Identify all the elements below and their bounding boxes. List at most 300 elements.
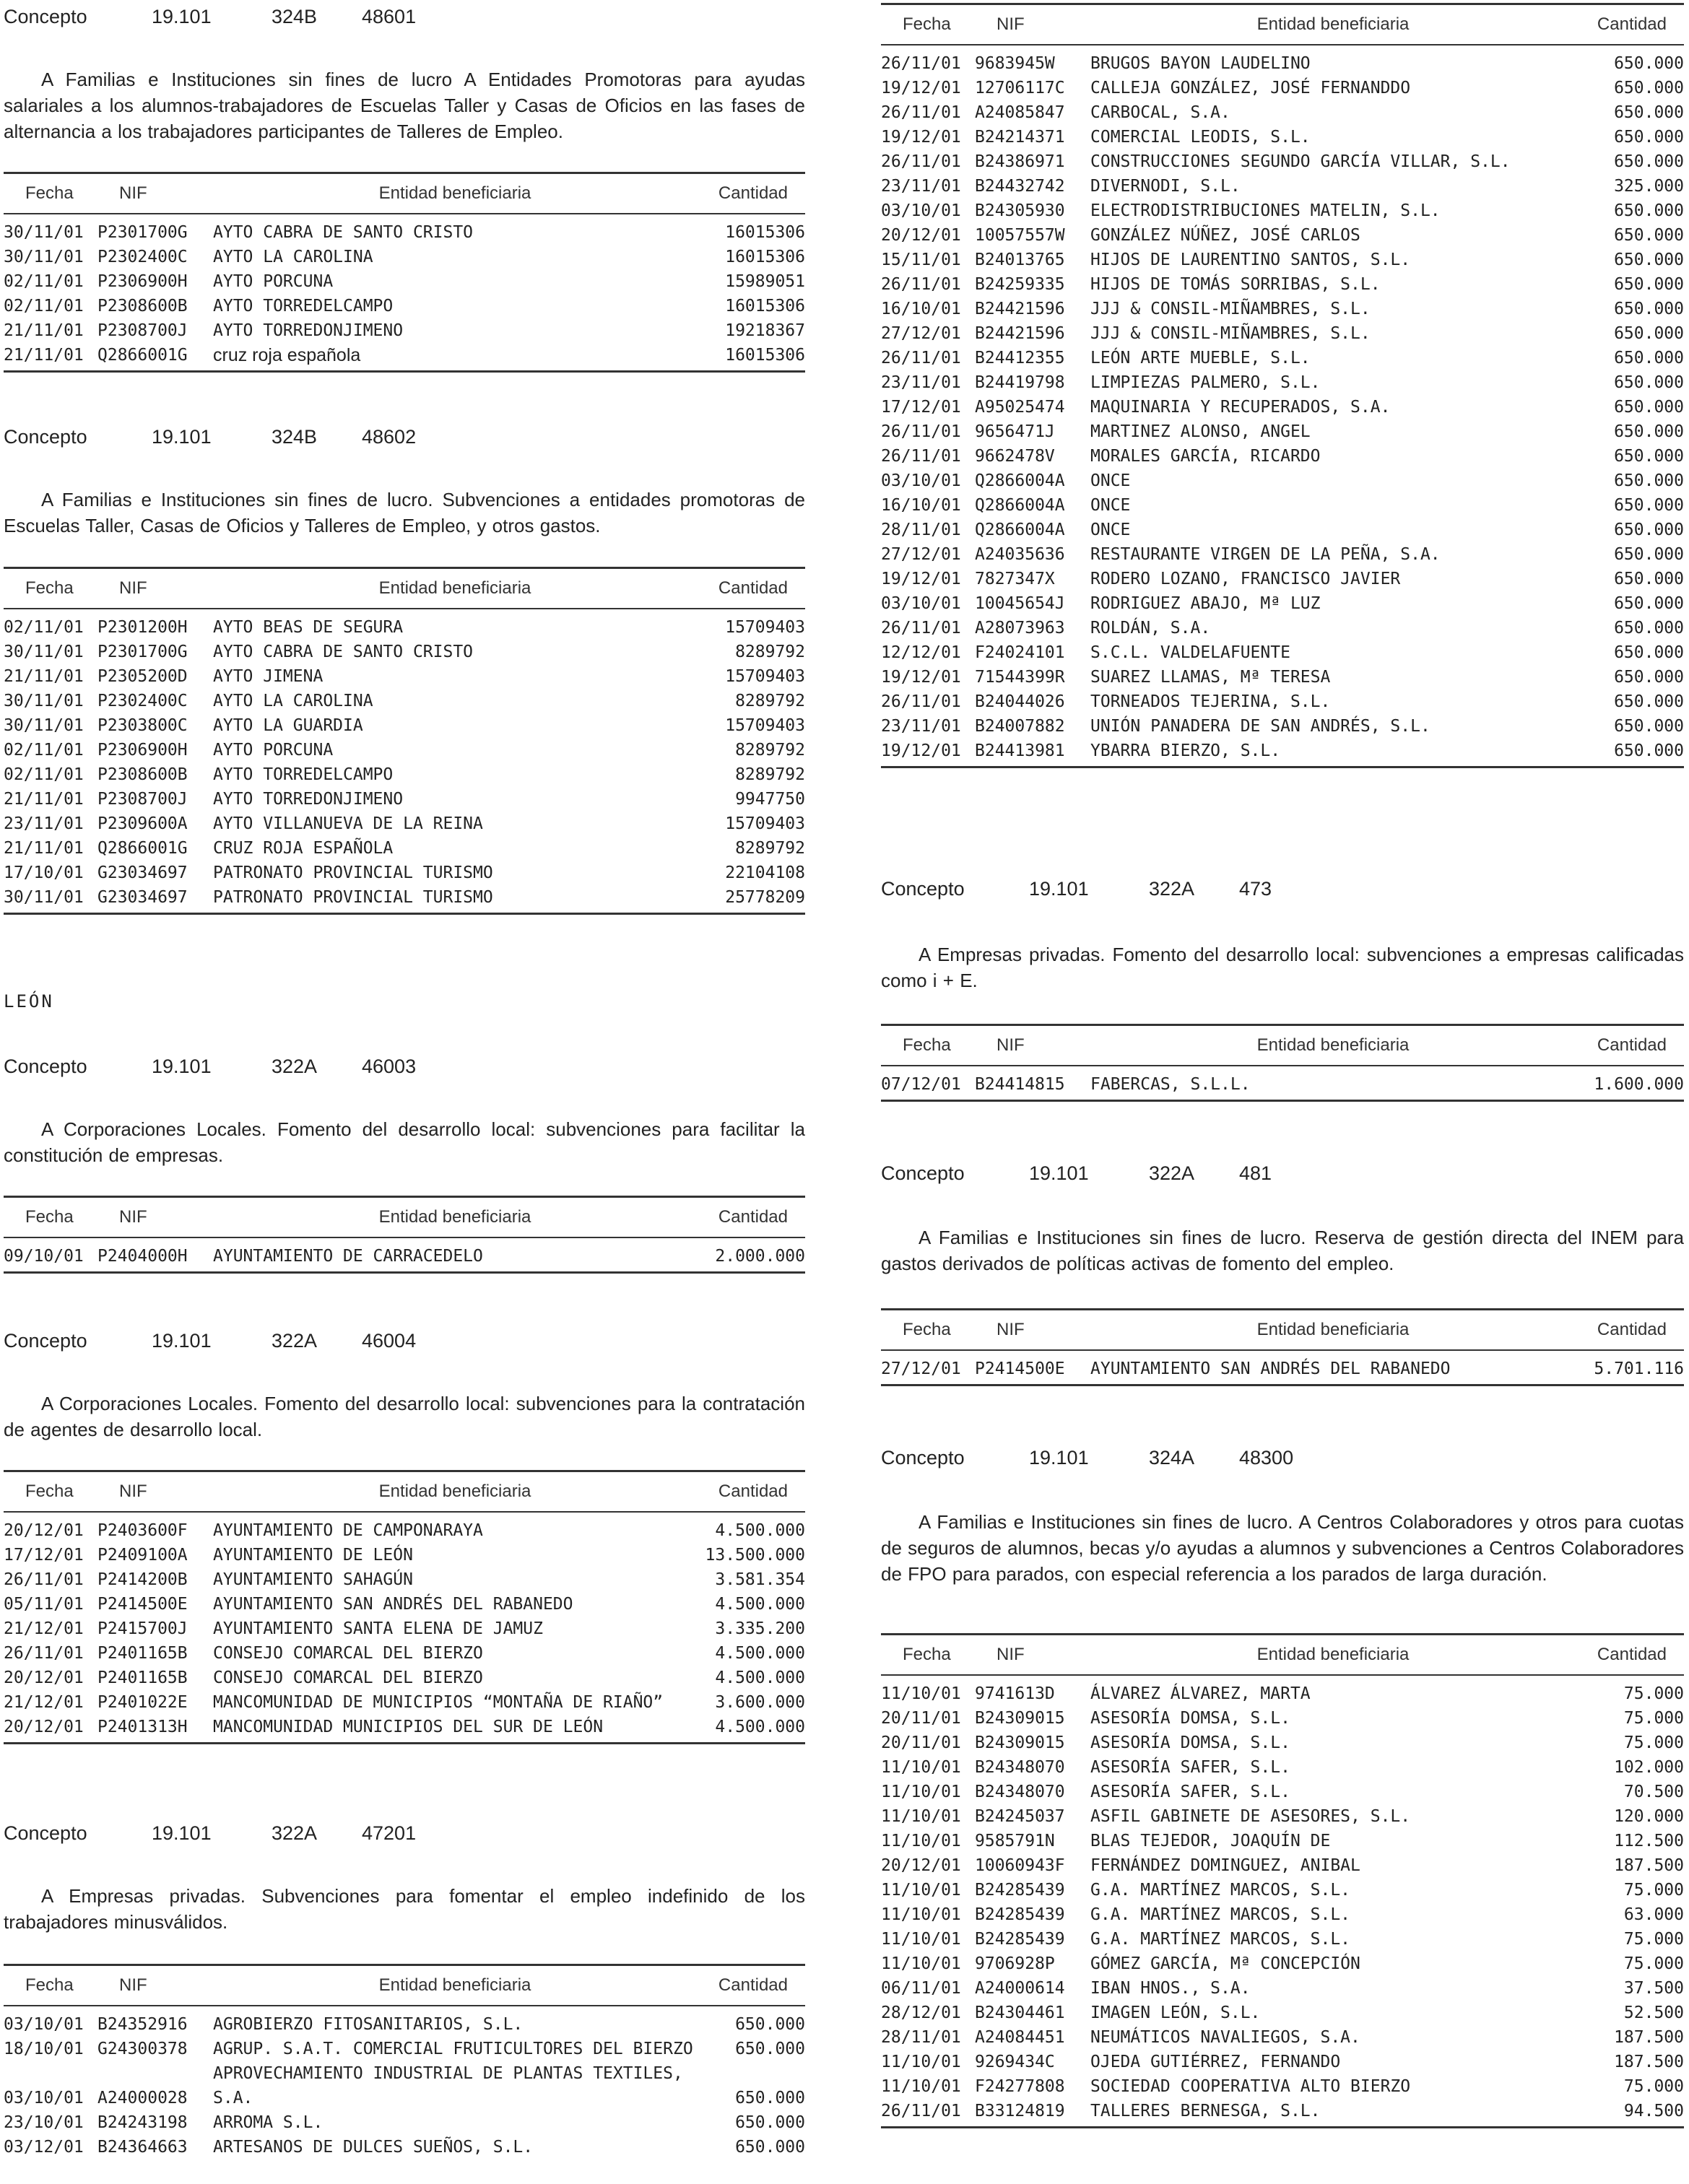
cell-entidad: ASESORÍA SAFER, S.L. xyxy=(1090,1758,1290,1777)
cell-fecha: 26/11/01 xyxy=(4,1570,84,1589)
table-row xyxy=(4,885,805,914)
cell-nif: P2309600A xyxy=(97,814,188,833)
cell-entidad: AYUNTAMIENTO SAN ANDRÉS DEL RABANEDO xyxy=(213,1595,573,1614)
table-row xyxy=(4,689,805,713)
concepto-programa: 322A xyxy=(272,1822,318,1844)
cell-fecha: 20/12/01 xyxy=(4,1669,84,1687)
header-cantidad: Cantidad xyxy=(697,568,805,609)
cell-entidad: TORNEADOS TEJERINA, S.L. xyxy=(1090,692,1331,711)
cell-entidad: AYTO LA GUARDIA xyxy=(213,716,363,735)
cell-entidad: G.A. MARTÍNEZ MARCOS, S.L. xyxy=(1090,1905,1351,1924)
cell-fecha: 30/11/01 xyxy=(4,692,84,710)
header-cantidad: Cantidad xyxy=(1576,1310,1684,1351)
cell-entidad: MANCOMUNIDAD DE MUNICIPIOS “MONTAÑA DE RIAÑO” xyxy=(213,1693,664,1712)
cell-fecha: 26/11/01 xyxy=(881,692,961,711)
section-48300 xyxy=(881,1445,1684,1470)
cell-fecha: 17/10/01 xyxy=(4,863,84,882)
concepto-numero: 48602 xyxy=(362,426,417,448)
table-row xyxy=(881,542,1684,567)
cell-cantidad: 650.000 xyxy=(1576,739,1684,767)
table-row xyxy=(4,1617,805,1641)
cell-fecha: 03/10/01 xyxy=(4,2015,84,2034)
header-nif: NIF xyxy=(975,1025,1090,1066)
cell-fecha: 12/12/01 xyxy=(881,643,961,662)
cell-entidad: AYTO CABRA DE SANTO CRISTO xyxy=(213,643,474,661)
table-row xyxy=(881,591,1684,616)
cell-entidad: AYTO JIMENA xyxy=(213,667,324,686)
cell-entidad: cruz roja española xyxy=(213,343,697,372)
beneficiaries-table xyxy=(4,1470,805,1744)
concepto-line xyxy=(4,1328,805,1353)
cell-nif: B24414815 xyxy=(975,1066,1090,1101)
cell-cantidad: 650.000 xyxy=(1614,496,1684,515)
cell-nif: B24352916 xyxy=(97,2015,188,2034)
cell-entidad: ARROMA S.L. xyxy=(213,2113,324,2132)
cell-nif: B24285439 xyxy=(975,1905,1065,1924)
section-47201 xyxy=(4,1821,805,1845)
cell-fecha: 09/10/01 xyxy=(4,1237,97,1273)
section-48602 xyxy=(4,425,805,449)
cell-entidad: AYUNTAMIENTO SANTA ELENA DE JAMUZ xyxy=(213,1619,543,1638)
cell-cantidad: 650.000 xyxy=(1614,103,1684,122)
table-row xyxy=(881,739,1684,767)
cell-entidad: AYTO LA CAROLINA xyxy=(213,692,373,710)
cell-entidad: RESTAURANTE VIRGEN DE LA PEÑA, S.A. xyxy=(1090,545,1441,564)
header-cantidad: Cantidad xyxy=(697,1197,805,1238)
table-row xyxy=(4,2135,805,2159)
cell-entidad: CALLEJA GONZÁLEZ, JOSÉ FERNANDDO xyxy=(1090,79,1411,97)
cell-cantidad: 3.600.000 xyxy=(715,1693,805,1712)
header-entidad: Entidad beneficiaria xyxy=(213,1197,697,1238)
cell-nif: B24348070 xyxy=(975,1783,1065,1801)
section-description: A Corporaciones Locales. Fomento del desarrollo local: subvenciones para facilitar la constitución de empresas. xyxy=(4,1118,805,1166)
cell-cantidad: 16015306 xyxy=(725,248,805,266)
header-entidad: Entidad beneficiaria xyxy=(213,1965,697,2006)
table-row xyxy=(881,665,1684,689)
cell-fecha: 23/11/01 xyxy=(881,373,961,392)
cell-fecha: 03/12/01 xyxy=(4,2138,84,2157)
cell-cantidad: 650.000 xyxy=(1614,54,1684,73)
cell-nif: P2303800C xyxy=(97,716,188,735)
cell-nif: P2306900H xyxy=(97,741,188,760)
table-row xyxy=(881,223,1684,248)
table-row xyxy=(881,1706,1684,1731)
cell-entidad: LIMPIEZAS PALMERO, S.L. xyxy=(1090,373,1321,392)
cell-cantidad: 650.000 xyxy=(1614,275,1684,294)
cell-entidad: G.A. MARTÍNEZ MARCOS, S.L. xyxy=(1090,1881,1351,1900)
cell-cantidad: 52.500 xyxy=(1623,2004,1684,2022)
cell-entidad: ASESORÍA DOMSA, S.L. xyxy=(1090,1733,1290,1752)
cell-fecha: 23/11/01 xyxy=(881,177,961,196)
cell-cantidad: 8289792 xyxy=(735,765,805,784)
cell-fecha: 20/12/01 xyxy=(881,226,961,245)
cell-cantidad: 75.000 xyxy=(1623,1881,1684,1900)
cell-entidad: ARTESANOS DE DULCES SUEÑOS, S.L. xyxy=(213,2138,534,2157)
header-nif: NIF xyxy=(97,1197,213,1238)
cell-fecha: 30/11/01 xyxy=(4,716,84,735)
cell-cantidad: 25778209 xyxy=(697,885,805,914)
cell-cantidad: 75.000 xyxy=(1623,1709,1684,1728)
header-cantidad: Cantidad xyxy=(1576,4,1684,45)
cell-nif: 9662478V xyxy=(975,447,1055,466)
cell-nif: P2409100A xyxy=(97,1546,188,1565)
concepto-line xyxy=(4,1821,805,1845)
table-row xyxy=(881,1804,1684,1829)
cell-cantidad: 8289792 xyxy=(735,741,805,760)
table-row xyxy=(881,714,1684,739)
cell-entidad: CRUZ ROJA ESPAÑOLA xyxy=(213,839,394,858)
cell-fecha: 11/10/01 xyxy=(881,1807,961,1826)
cell-fecha: 21/11/01 xyxy=(4,321,84,340)
cell-nif: G23034697 xyxy=(97,863,188,882)
table-row xyxy=(4,1690,805,1715)
header-nif: NIF xyxy=(975,1635,1090,1676)
table-row xyxy=(881,272,1684,297)
cell-entidad: HIJOS DE TOMÁS SORRIBAS, S.L. xyxy=(1090,275,1381,294)
cell-nif: A24085847 xyxy=(975,103,1065,122)
cell-nif: G23034697 xyxy=(97,885,213,914)
cell-fecha: 26/11/01 xyxy=(881,422,961,441)
cell-entidad: BLAS TEJEDOR, JOAQUÍN DE xyxy=(1090,1832,1331,1850)
table-row xyxy=(881,149,1684,174)
table-row xyxy=(881,689,1684,714)
cell-nif: B24007882 xyxy=(975,717,1065,736)
table-row xyxy=(4,1567,805,1592)
beneficiaries-table xyxy=(881,1633,1684,2128)
cell-entidad: CONSTRUCCIONES SEGUNDO GARCÍA VILLAR, S.L. xyxy=(1090,152,1511,171)
cell-cantidad: 16015306 xyxy=(725,223,805,242)
cell-fecha: 03/10/01 xyxy=(881,594,961,613)
table-row xyxy=(881,1878,1684,1902)
concepto-servicio: 19.101 xyxy=(152,1056,212,1077)
section-46004 xyxy=(4,1328,805,1353)
cell-nif: P2308700J xyxy=(97,790,188,809)
cell-fecha: 11/10/01 xyxy=(881,1758,961,1777)
header-fecha: Fecha xyxy=(4,568,97,609)
cell-entidad: ONCE xyxy=(1090,521,1131,539)
concepto-label: Concepto xyxy=(4,1822,87,1844)
cell-entidad: COMERCIAL LEODIS, S.L. xyxy=(1090,128,1311,147)
cell-nif: B24364663 xyxy=(97,2138,188,2157)
cell-nif: P2404000H xyxy=(97,1237,213,1273)
table-row xyxy=(881,199,1684,223)
cell-entidad: TALLERES BERNESGA, S.L. xyxy=(1090,2099,1576,2128)
cell-entidad: ÁLVAREZ ÁLVAREZ, MARTA xyxy=(1090,1684,1311,1703)
table-row xyxy=(4,861,805,885)
cell-fecha: 26/11/01 xyxy=(881,619,961,638)
cell-entidad: MORALES GARCÍA, RICARDO xyxy=(1090,447,1321,466)
cell-entidad: DIVERNODI, S.L. xyxy=(1090,177,1241,196)
table-row xyxy=(881,493,1684,518)
cell-entidad: AGRUP. S.A.T. COMERCIAL FRUTICULTORES DEL BIERZO xyxy=(213,2040,693,2058)
cell-fecha: 27/12/01 xyxy=(881,324,961,343)
cell-cantidad: 650.000 xyxy=(1614,717,1684,736)
cell-entidad: MANCOMUNIDAD MUNICIPIOS DEL SUR DE LEÓN xyxy=(213,1715,697,1744)
table-row xyxy=(881,616,1684,640)
cell-nif: F24277808 xyxy=(975,2077,1065,2096)
cell-fecha: 21/12/01 xyxy=(4,1693,84,1712)
cell-entidad: NEUMÁTICOS NAVALIEGOS, S.A. xyxy=(1090,2028,1360,2047)
cell-nif: P2305200D xyxy=(97,667,188,686)
cell-fecha: 21/11/01 xyxy=(4,343,97,372)
cell-nif: B24419798 xyxy=(975,373,1065,392)
cell-cantidad: 650.000 xyxy=(1614,692,1684,711)
concepto-label: Concepto xyxy=(4,1330,87,1352)
cell-fecha: 07/12/01 xyxy=(881,1066,975,1101)
cell-nif: 10045654J xyxy=(975,594,1065,613)
cell-cantidad: 650.000 xyxy=(1614,594,1684,613)
cell-cantidad: 3.335.200 xyxy=(715,1619,805,1638)
cell-cantidad: 120.000 xyxy=(1614,1807,1684,1826)
cell-fecha: 28/11/01 xyxy=(881,2028,961,2047)
cell-fecha: 26/11/01 xyxy=(881,152,961,171)
cell-cantidad: 37.500 xyxy=(1623,1979,1684,1998)
cell-entidad: AYTO BEAS DE SEGURA xyxy=(213,618,404,637)
cell-entidad: ASESORÍA DOMSA, S.L. xyxy=(1090,1709,1290,1728)
concepto-servicio: 19.101 xyxy=(1029,1162,1089,1184)
cell-fecha: 11/10/01 xyxy=(881,2077,961,2096)
cell-fecha: 16/10/01 xyxy=(881,496,961,515)
cell-cantidad: 75.000 xyxy=(1623,2077,1684,2096)
cell-cantidad: 650.000 xyxy=(735,2138,805,2157)
concepto-programa: 324B xyxy=(272,426,318,448)
cell-fecha: 30/11/01 xyxy=(4,223,84,242)
cell-cantidad: 15709403 xyxy=(725,814,805,833)
cell-fecha: 19/12/01 xyxy=(881,570,961,588)
cell-entidad: HIJOS DE LAURENTINO SANTOS, S.L. xyxy=(1090,251,1411,269)
cell-nif: B24421596 xyxy=(975,300,1065,318)
cell-entidad: AYUNTAMIENTO DE CARRACEDELO xyxy=(213,1237,697,1273)
cell-fecha: 02/11/01 xyxy=(4,765,84,784)
cell-cantidad: 187.500 xyxy=(1614,2053,1684,2071)
cell-nif: B24285439 xyxy=(975,1930,1065,1949)
cell-entidad: RODRIGUEZ ABAJO, Mª LUZ xyxy=(1090,594,1321,613)
cell-fecha: 19/12/01 xyxy=(881,739,975,767)
header-cantidad: Cantidad xyxy=(1576,1635,1684,1676)
concepto-servicio: 19.101 xyxy=(152,1330,212,1352)
section-description: A Familias e Instituciones sin fines de lucro. A Centros Colaboradores y otros para cuotas de seguros de alumnos, becas y/o ayudas a alumnos y subvenciones a Centros Colaboradores de FPO para parados, con especial referencia a los parados de larga duración. xyxy=(881,1511,1684,1585)
cell-entidad: CARBOCAL, S.A. xyxy=(1090,103,1230,122)
table-row xyxy=(881,1952,1684,1976)
header-fecha: Fecha xyxy=(4,1471,97,1513)
concepto-programa: 322A xyxy=(1149,878,1195,900)
cell-fecha: 23/11/01 xyxy=(881,717,961,736)
table-row xyxy=(881,1731,1684,1755)
cell-entidad: AYTO TORREDELCAMPO xyxy=(213,765,394,784)
cell-fecha: 20/11/01 xyxy=(881,1709,961,1728)
cell-entidad: FABERCAS, S.L.L. xyxy=(1090,1066,1576,1101)
cell-nif: G24300378 xyxy=(97,2040,188,2058)
cell-entidad: CONSEJO COMARCAL DEL BIERZO xyxy=(213,1644,483,1663)
cell-entidad: PATRONATO PROVINCIAL TURISMO xyxy=(213,863,493,882)
cell-entidad: IMAGEN LEÓN, S.L. xyxy=(1090,2004,1261,2022)
section-description: A Empresas privadas. Subvenciones para fomentar el empleo indefinido de los trabajadores minusválidos. xyxy=(4,1885,805,1933)
table-row xyxy=(881,640,1684,665)
province-heading: LEÓN xyxy=(4,991,54,1011)
cell-nif: P2301200H xyxy=(97,618,188,637)
cell-nif: P2401313H xyxy=(97,1715,213,1744)
table-row xyxy=(4,294,805,318)
cell-cantidad: 650.000 xyxy=(1614,643,1684,662)
cell-cantidad: 650.000 xyxy=(1614,251,1684,269)
table-row xyxy=(881,2050,1684,2074)
concepto-label: Concepto xyxy=(881,1162,965,1184)
cell-fecha: 02/11/01 xyxy=(4,618,84,637)
cell-fecha: 20/12/01 xyxy=(4,1715,97,1744)
header-fecha: Fecha xyxy=(881,1025,975,1066)
cell-fecha: 17/12/01 xyxy=(881,398,961,417)
header-entidad: Entidad beneficiaria xyxy=(1090,1310,1576,1351)
cell-fecha: 02/11/01 xyxy=(4,741,84,760)
table-row xyxy=(881,444,1684,469)
cell-cantidad: 9947750 xyxy=(735,790,805,809)
cell-cantidad: 15989051 xyxy=(725,272,805,291)
table-row xyxy=(881,248,1684,272)
cell-nif: A24035636 xyxy=(975,545,1065,564)
cell-cantidad: 5.701.116 xyxy=(1576,1350,1684,1385)
table-row xyxy=(4,269,805,294)
concepto-servicio: 19.101 xyxy=(152,6,212,27)
table-row xyxy=(881,2074,1684,2099)
cell-entidad: SUAREZ LLAMAS, Mª TERESA xyxy=(1090,668,1331,687)
cell-fecha: 30/11/01 xyxy=(4,248,84,266)
cell-fecha: 21/12/01 xyxy=(4,1619,84,1638)
table-row xyxy=(881,45,1684,76)
cell-cantidad: 4.500.000 xyxy=(715,1669,805,1687)
cell-fecha: 11/10/01 xyxy=(881,2053,961,2071)
cell-cantidad: 1.600.000 xyxy=(1576,1066,1684,1101)
cell-entidad: AYUNTAMIENTO SAHAGÚN xyxy=(213,1570,413,1589)
cell-nif: 10057557W xyxy=(975,226,1065,245)
cell-nif: P2414200B xyxy=(97,1570,188,1589)
cell-fecha: 27/12/01 xyxy=(881,545,961,564)
cell-nif: B24243198 xyxy=(97,2113,188,2132)
cell-entidad: YBARRA BIERZO, S.L. xyxy=(1090,739,1576,767)
cell-entidad: AYTO LA CAROLINA xyxy=(213,248,373,266)
cell-fecha: 17/12/01 xyxy=(4,1546,84,1565)
cell-cantidad: 650.000 xyxy=(1614,619,1684,638)
cell-entidad: G.A. MARTÍNEZ MARCOS, S.L. xyxy=(1090,1930,1351,1949)
cell-fecha: 19/12/01 xyxy=(881,128,961,147)
table-row xyxy=(881,174,1684,199)
cell-cantidad: 650.000 xyxy=(735,2015,805,2034)
cell-entidad: PATRONATO PROVINCIAL TURISMO xyxy=(213,885,697,914)
cell-cantidad: 22104108 xyxy=(725,863,805,882)
cell-cantidad: 4.500.000 xyxy=(697,1715,805,1744)
cell-fecha: 11/10/01 xyxy=(881,1930,961,1949)
cell-entidad: ROLDÁN, S.A. xyxy=(1090,619,1211,638)
header-nif: NIF xyxy=(975,4,1090,45)
cell-entidad: ASESORÍA SAFER, S.L. xyxy=(1090,1783,1290,1801)
concepto-label: Concepto xyxy=(881,878,965,900)
cell-cantidad: 70.500 xyxy=(1623,1783,1684,1801)
cell-fecha: 28/11/01 xyxy=(881,521,961,539)
cell-entidad: APROVECHAMIENTO INDUSTRIAL DE PLANTAS TEXTILES, S.A. xyxy=(213,2064,683,2107)
cell-cantidad: 94.500 xyxy=(1576,2099,1684,2128)
cell-cantidad: 4.500.000 xyxy=(715,1521,805,1540)
beneficiaries-table xyxy=(4,172,805,373)
cell-entidad: LEÓN ARTE MUEBLE, S.L. xyxy=(1090,349,1311,367)
cell-entidad: GÓMEZ GARCÍA, Mª CONCEPCIÓN xyxy=(1090,1954,1360,1973)
cell-fecha: 23/11/01 xyxy=(4,814,84,833)
cell-fecha: 26/11/01 xyxy=(881,103,961,122)
table-row xyxy=(4,812,805,836)
table-row xyxy=(4,318,805,343)
cell-nif: P2414500E xyxy=(975,1350,1090,1385)
cell-nif: B24259335 xyxy=(975,275,1065,294)
section-473 xyxy=(881,876,1684,901)
cell-entidad: CONSEJO COMARCAL DEL BIERZO xyxy=(213,1669,483,1687)
cell-fecha: 11/10/01 xyxy=(881,1905,961,1924)
cell-entidad: OJEDA GUTIÉRREZ, FERNANDO xyxy=(1090,2053,1341,2071)
cell-nif: P2308600B xyxy=(97,765,188,784)
concepto-numero: 48300 xyxy=(1239,1447,1294,1469)
cell-nif: B24386971 xyxy=(975,152,1065,171)
concepto-label: Concepto xyxy=(4,1056,87,1077)
concepto-numero: 473 xyxy=(1239,878,1272,900)
table-row xyxy=(4,1592,805,1617)
beneficiaries-table xyxy=(4,1196,805,1274)
cell-nif: B24421596 xyxy=(975,324,1065,343)
cell-nif: 9269434C xyxy=(975,2053,1055,2071)
cell-nif: B24214371 xyxy=(975,128,1065,147)
header-fecha: Fecha xyxy=(881,4,975,45)
section-481 xyxy=(881,1161,1684,1185)
cell-nif: A95025474 xyxy=(975,398,1065,417)
header-fecha: Fecha xyxy=(4,173,97,214)
cell-entidad: AYTO PORCUNA xyxy=(213,741,334,760)
cell-cantidad: 15709403 xyxy=(725,618,805,637)
cell-cantidad: 2.000.000 xyxy=(697,1237,805,1273)
cell-fecha: 03/10/01 xyxy=(881,471,961,490)
table-row xyxy=(881,370,1684,395)
cell-cantidad: 75.000 xyxy=(1623,1684,1684,1703)
cell-entidad: IBAN HNOS., S.A. xyxy=(1090,1979,1251,1998)
cell-fecha: 26/11/01 xyxy=(881,447,961,466)
cell-nif: P2401165B xyxy=(97,1669,188,1687)
concepto-servicio: 19.101 xyxy=(1029,1447,1089,1469)
table-row xyxy=(4,343,805,372)
cell-fecha: 26/11/01 xyxy=(881,2099,975,2128)
concepto-servicio: 19.101 xyxy=(1029,878,1089,900)
table-row xyxy=(4,1237,805,1273)
header-nif: NIF xyxy=(97,568,213,609)
cell-cantidad: 75.000 xyxy=(1623,1954,1684,1973)
cell-fecha: 18/10/01 xyxy=(4,2040,84,2058)
beneficiaries-table xyxy=(4,567,805,915)
cell-nif: P2308600B xyxy=(97,297,188,316)
concepto-label: Concepto xyxy=(881,1447,965,1469)
header-cantidad: Cantidad xyxy=(697,1965,805,2006)
cell-entidad: ONCE xyxy=(1090,496,1131,515)
cell-fecha: 21/11/01 xyxy=(4,790,84,809)
cell-nif: B24432742 xyxy=(975,177,1065,196)
section-description: A Empresas privadas. Fomento del desarrollo local: subvenciones a empresas calificadas como i + E. xyxy=(881,944,1684,991)
cell-cantidad: 650.000 xyxy=(735,2113,805,2132)
cell-cantidad: 63.000 xyxy=(1623,1905,1684,1924)
cell-nif: 9585791N xyxy=(975,1832,1055,1850)
cell-fecha: 26/11/01 xyxy=(4,1644,84,1663)
cell-cantidad: 112.500 xyxy=(1614,1832,1684,1850)
cell-cantidad: 650.000 xyxy=(1614,226,1684,245)
cell-entidad: AYTO TORREDONJIMENO xyxy=(213,321,404,340)
cell-entidad: AYUNTAMIENTO SAN ANDRÉS DEL RABANEDO xyxy=(1090,1350,1576,1385)
cell-cantidad: 650.000 xyxy=(1614,521,1684,539)
cell-cantidad: 187.500 xyxy=(1614,1856,1684,1875)
cell-nif: 12706117C xyxy=(975,79,1065,97)
cell-cantidad: 650.000 xyxy=(1614,152,1684,171)
cell-cantidad: 8289792 xyxy=(735,692,805,710)
